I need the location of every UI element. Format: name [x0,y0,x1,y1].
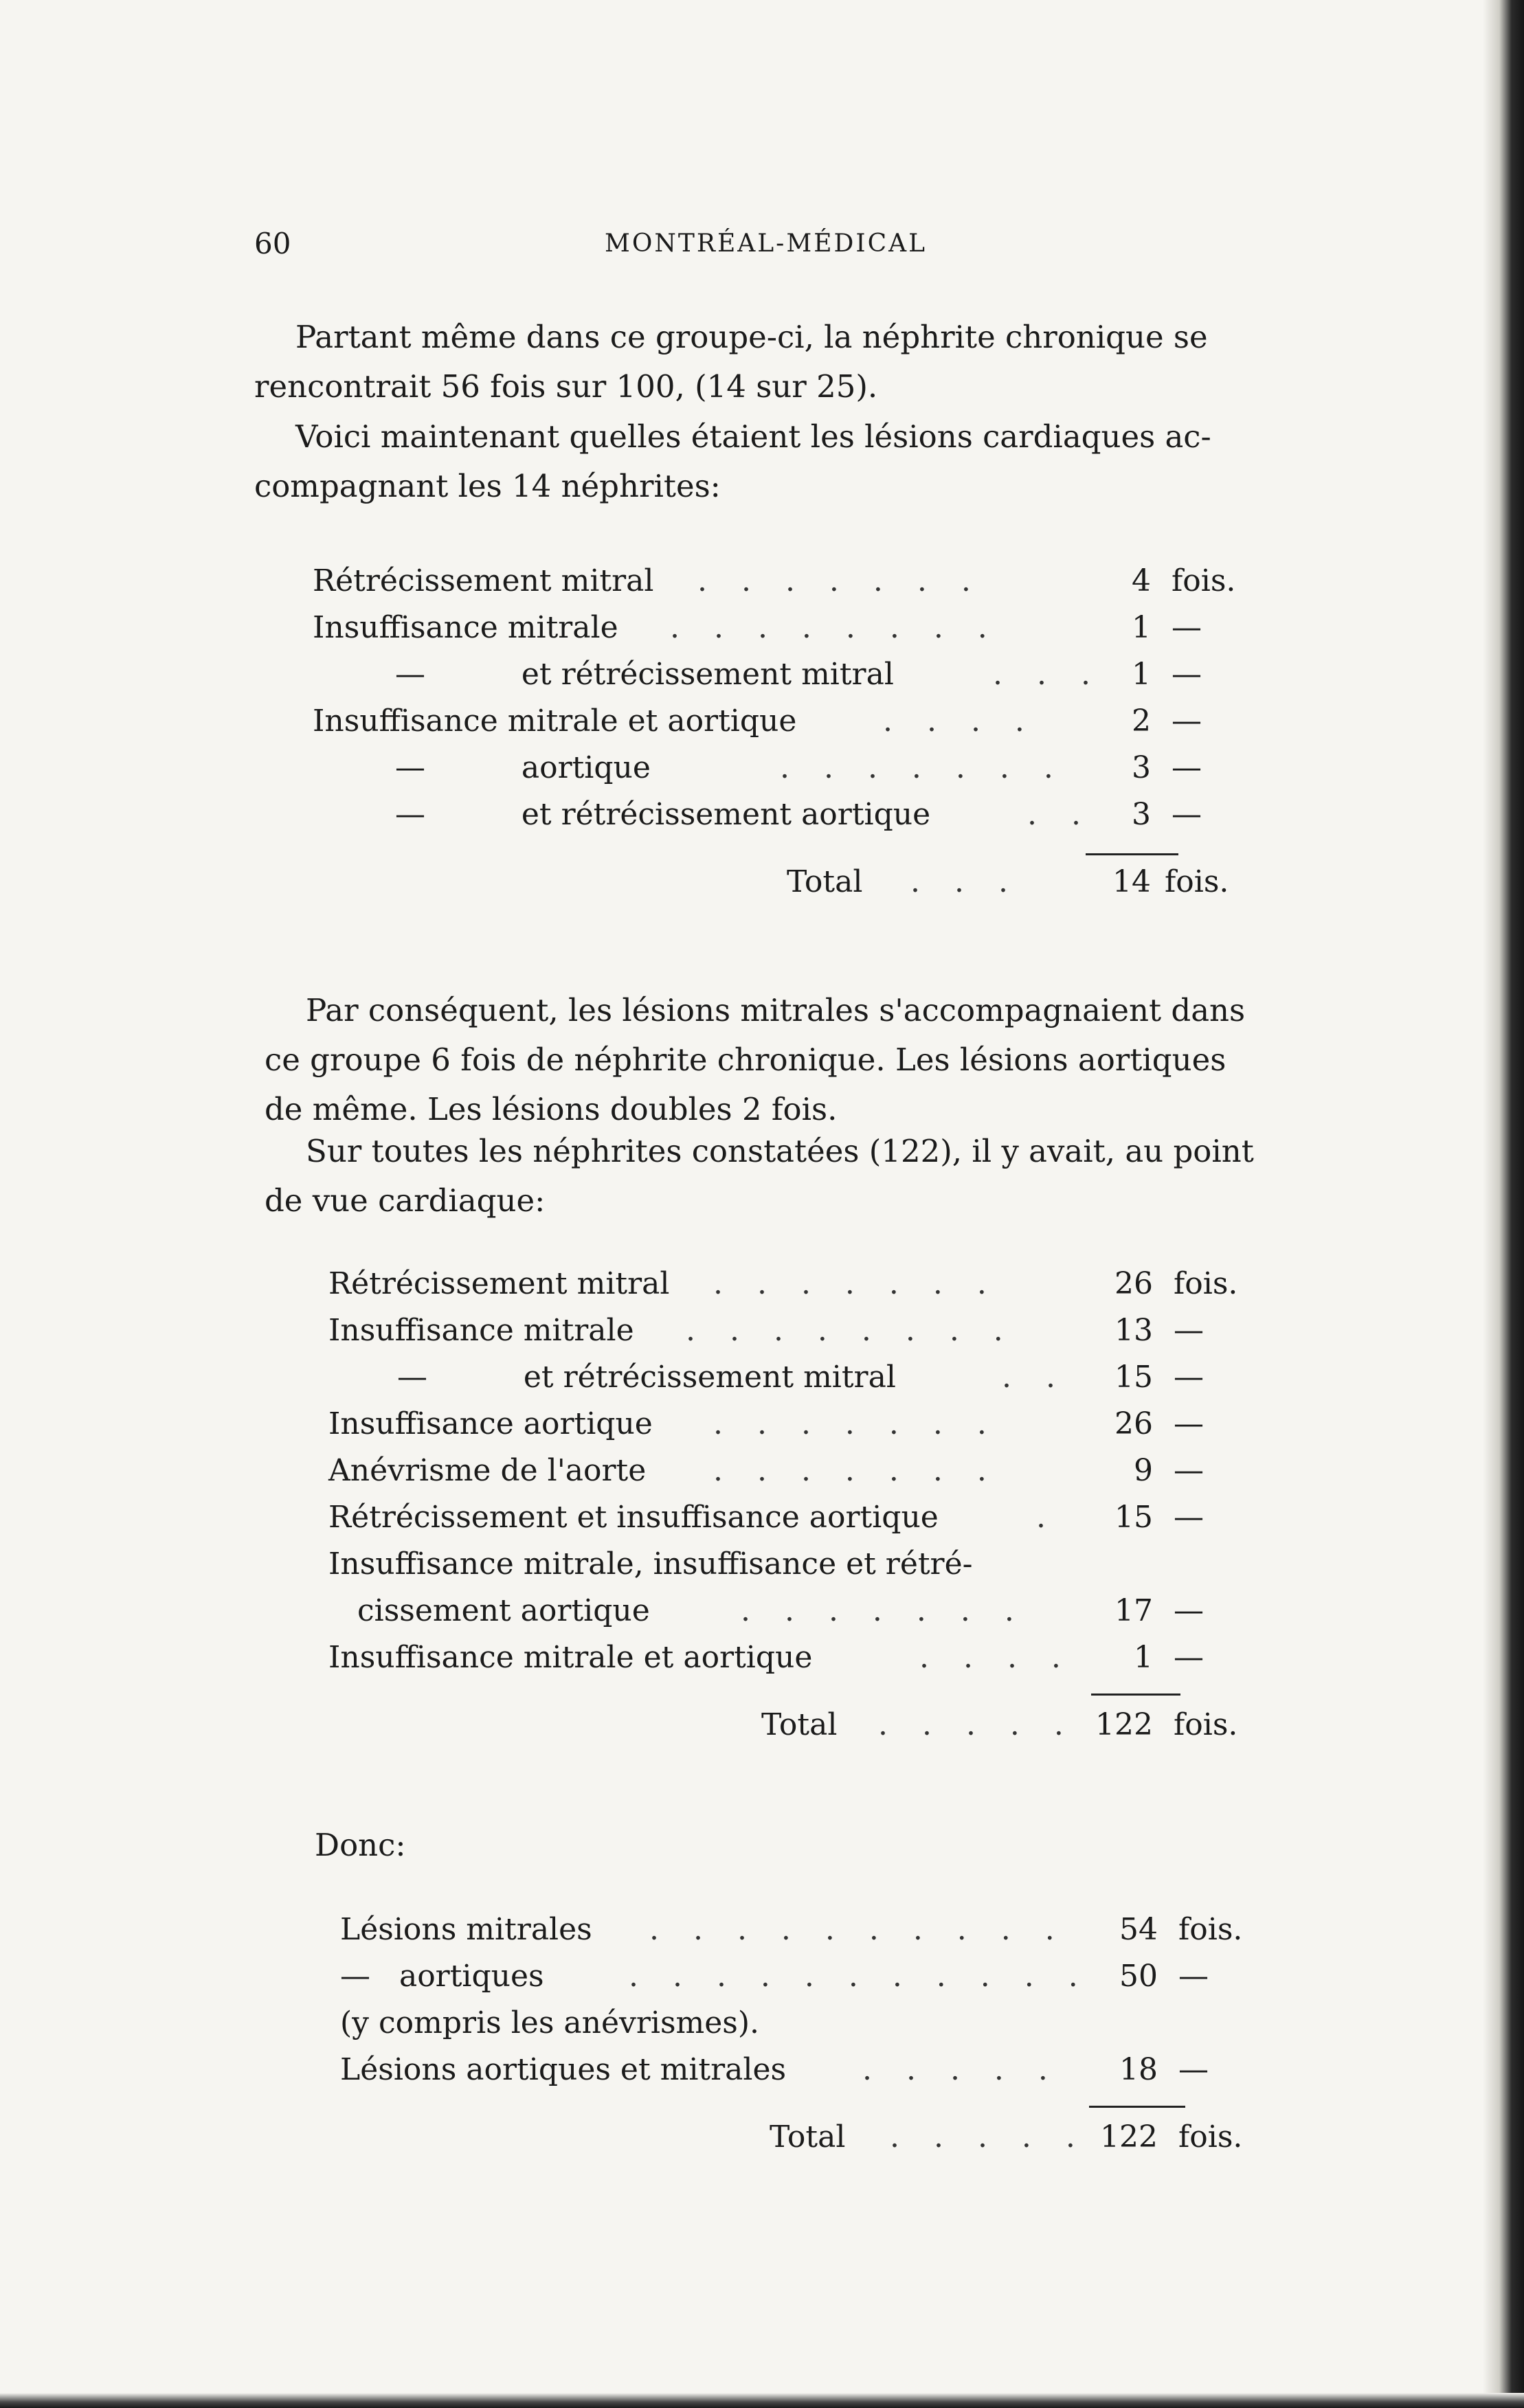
text-line: compagnant les 14 néphrites: [254,468,721,504]
leader-dots: . . . . . . . [713,1453,999,1488]
row-unit: — [1178,2052,1209,2087]
row-unit: — [1174,1593,1204,1628]
running-head: MONTRÉAL-MÉDICAL [605,229,928,258]
leader-dots: . . . . . [878,1707,1076,1742]
row-value: 26 [1114,1406,1153,1441]
table-row [340,2047,1288,2093]
table-row [313,605,1261,651]
total-row [313,859,1261,905]
sum-rule [1086,853,1178,855]
row-value: 3 [1132,797,1151,832]
paragraph-2 [254,412,1271,511]
row-value: 15 [1114,1360,1153,1395]
leader-dots: . [1036,1500,1058,1535]
row-label: Lésions aortiques et mitrales [340,2052,787,2087]
table-row [328,1354,1277,1401]
leader-dots: . . . . . . . [780,750,1066,785]
leader-dots: . . . . . . . . [686,1313,1016,1348]
row-label: — aortiques [340,1959,544,1994]
row-value: 3 [1132,750,1151,785]
row-label: Anévrisme de l'aorte [328,1453,647,1488]
leader-dots: . . . . [883,704,1037,739]
row-label: Lésions mitrales [340,1912,592,1947]
total-row [340,2114,1288,2161]
row-label: Insuffisance mitrale [313,610,618,645]
row-unit: — [1174,1640,1204,1675]
total-value: 122 [1095,1707,1153,1742]
text-line: ce groupe 6 fois de néphrite chronique. Les lésions aortiques [265,1042,1226,1078]
row-unit: fois. [1174,1266,1238,1301]
table-row [313,698,1261,745]
total-value: 14 [1112,864,1151,899]
summary-table [340,1906,1288,2161]
total-value: 122 [1100,2119,1158,2154]
row-label: Insuffisance mitrale [328,1313,634,1348]
row-value: 2 [1132,704,1151,739]
row-unit: — [1172,750,1202,785]
table-row [328,1588,1277,1634]
table-row [313,745,1261,791]
row-label: Insuffisance mitrale et aortique [313,704,797,739]
table-row [340,1953,1288,2000]
row-label: — aortique [395,750,651,785]
row-value: 26 [1114,1266,1153,1301]
table-row [328,1494,1277,1541]
text-line: de même. Les lésions doubles 2 fois. [265,1091,838,1127]
row-unit: — [1172,610,1202,645]
page-number: 60 [254,227,291,260]
row-label: Rétrécissement mitral [328,1266,670,1301]
row-label: Rétrécissement et insuffisance aortique [328,1500,939,1535]
row-value: 1 [1132,657,1151,692]
lesions-table-1 [313,558,1261,905]
total-label: Total [787,864,863,899]
row-label: — et rétrécissement aortique [395,797,931,832]
leader-dots: . . [1027,797,1093,832]
row-label: — et rétrécissement mitral [397,1360,896,1395]
row-unit: — [1174,1500,1204,1535]
text-line: Par conséquent, les lésions mitrales s'accompagnaient dans [306,992,1246,1028]
donc-heading [315,1821,590,1870]
table-row [340,2000,1288,2047]
row-label: Rétrécissement mitral [313,563,654,598]
row-unit: — [1174,1360,1204,1395]
row-label: (y compris les anévrismes). [340,2005,760,2040]
total-unit: fois. [1165,864,1229,899]
leader-dots: . . . . . . . [713,1406,999,1441]
row-value: 4 [1132,563,1151,598]
table-row [328,1261,1277,1307]
text-line: rencontrait 56 fois sur 100, (14 sur 25). [254,368,878,405]
sum-rule [1091,1694,1180,1696]
row-label: cissement aortique [357,1593,650,1628]
sum-rule [1089,2106,1185,2108]
row-label: Insuffisance mitrale, insuffisance et rétré- [328,1546,973,1582]
row-value: 1 [1132,610,1151,645]
row-value: 9 [1134,1453,1153,1488]
leader-dots: . . . . . . . [697,563,983,598]
text-line: Partant même dans ce groupe-ci, la néphrite chronique se [295,319,1208,355]
leader-dots: . . . [910,864,1020,899]
leader-dots: . . [1002,1360,1068,1395]
leader-dots: . . . . . . . [741,1593,1027,1628]
leader-dots: . . . . [919,1640,1073,1675]
paragraph-1 [254,313,1271,412]
row-unit: fois. [1178,1912,1243,1947]
row-value: 15 [1114,1500,1153,1535]
table-row [328,1401,1277,1448]
table-row [340,1906,1288,1953]
row-value: 17 [1114,1593,1153,1628]
total-label: Total [761,1707,838,1742]
paragraph-4 [265,1127,1281,1226]
row-unit: — [1178,1959,1209,1994]
paragraph-3 [265,986,1281,1134]
row-unit: fois. [1172,563,1236,598]
row-unit: — [1174,1453,1204,1488]
text-line: Voici maintenant quelles étaient les lésions cardiaques ac- [295,418,1211,455]
text-line: de vue cardiaque: [265,1182,546,1219]
row-unit: — [1172,657,1202,692]
leader-dots: . . . . . . . . . . [649,1912,1067,1947]
table-row [313,791,1261,838]
total-unit: fois. [1178,2119,1243,2154]
row-label: — et rétrécissement mitral [395,657,894,692]
text-line: Donc: [315,1827,406,1863]
table-row [328,1448,1277,1494]
table-row [328,1634,1277,1681]
row-label: Insuffisance mitrale et aortique [328,1640,813,1675]
table-row [328,1307,1277,1354]
text-line: Sur toutes les néphrites constatées (122), il y avait, au point [306,1133,1254,1169]
leader-dots: . . . . . . . . [670,610,1000,645]
page-header [254,227,1251,268]
leader-dots: . . . . . [890,2119,1088,2154]
page-edge-shadow [1483,0,1524,2408]
total-unit: fois. [1174,1707,1238,1742]
leader-dots: . . . . . . . . . . . [629,1959,1090,1994]
total-row [328,1702,1277,1748]
lesions-table-2 [328,1261,1277,1748]
row-value: 54 [1119,1912,1158,1947]
total-label: Total [770,2119,846,2154]
row-value: 13 [1114,1313,1153,1348]
table-row [313,651,1261,698]
leader-dots: . . . . . . . [713,1266,999,1301]
row-unit: — [1174,1406,1204,1441]
row-unit: — [1174,1313,1204,1348]
page-bottom-shadow [0,2393,1524,2408]
table-row [328,1541,1277,1588]
row-value: 50 [1119,1959,1158,1994]
row-label: Insuffisance aortique [328,1406,653,1441]
row-unit: — [1172,797,1202,832]
leader-dots: . . . [993,657,1103,692]
row-unit: — [1172,704,1202,739]
row-value: 1 [1134,1640,1153,1675]
table-row [313,558,1261,605]
leader-dots: . . . . . [862,2052,1060,2087]
row-value: 18 [1119,2052,1158,2087]
